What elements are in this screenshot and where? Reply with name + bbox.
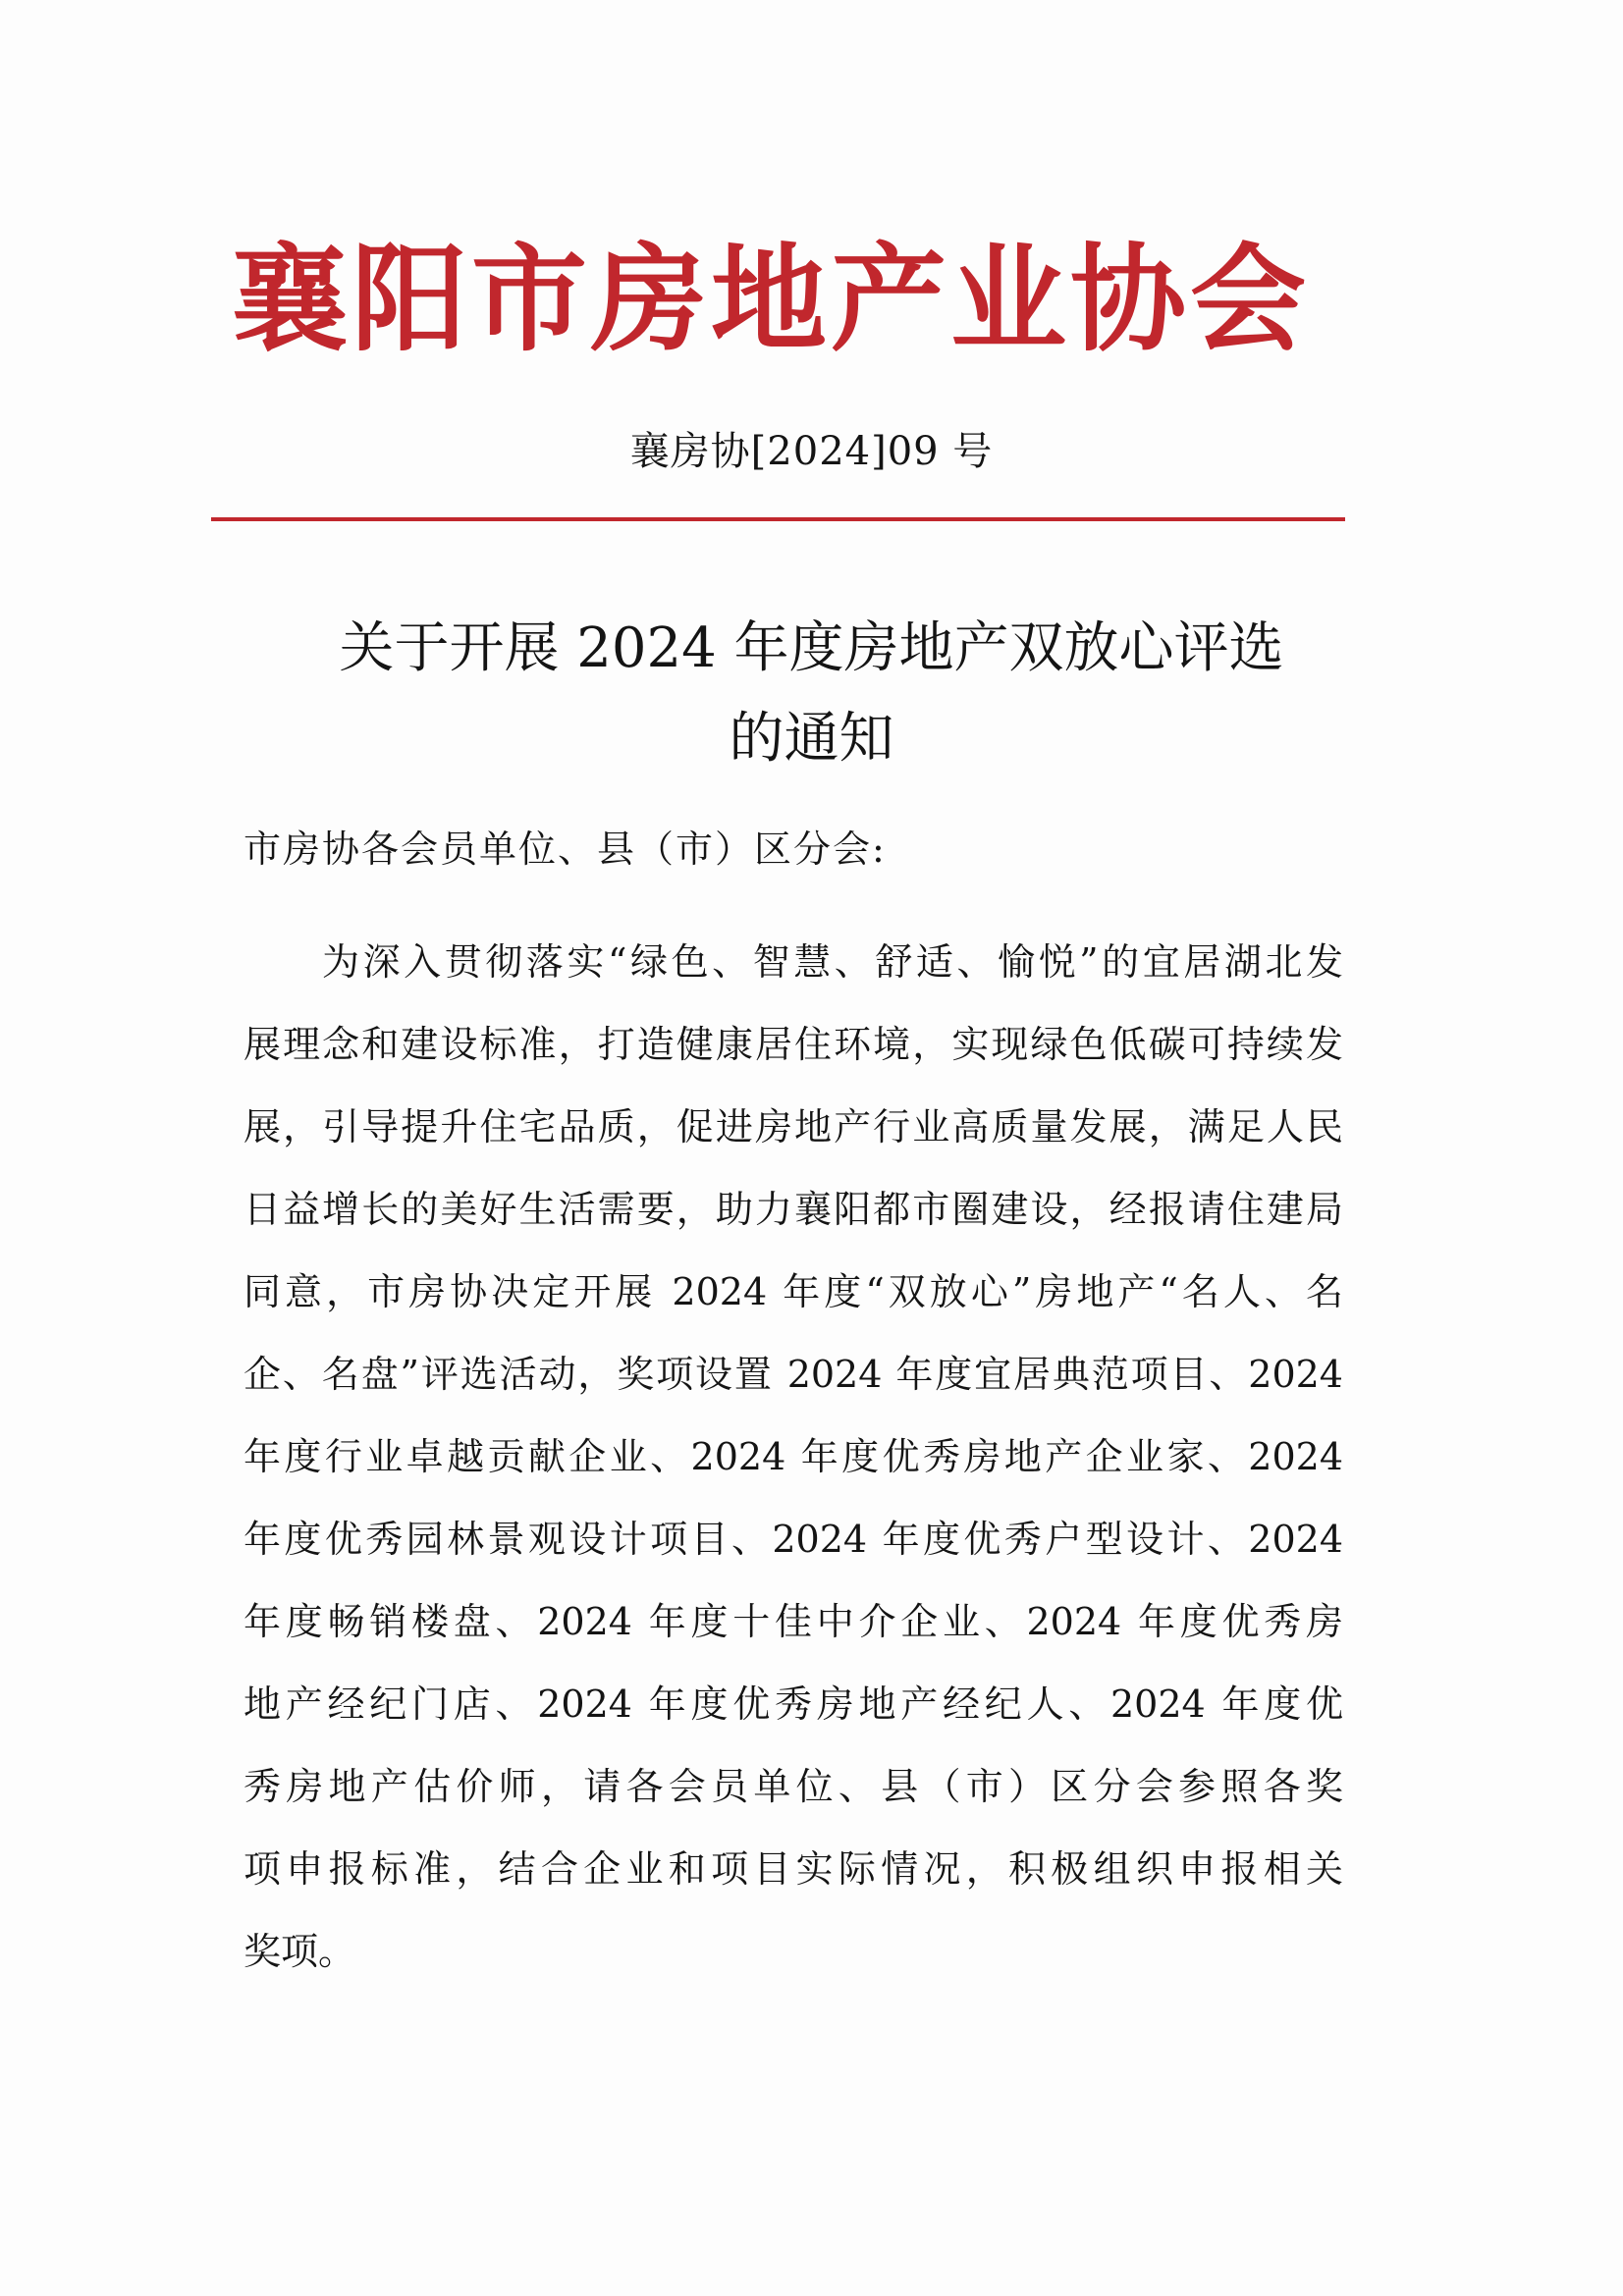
- body-line: 地产经纪门店、2024 年度优秀房地产经纪人、2024 年度优: [243, 1682, 1343, 1726]
- body-line: 年度行业卓越贡献企业、2024 年度优秀房地产企业家、2024: [243, 1435, 1343, 1478]
- body-line: 日益增长的美好生活需要，助力襄阳都市圈建设，经报请住建局: [243, 1188, 1343, 1231]
- red-divider-line: [211, 517, 1345, 521]
- body-line: 展，引导提升住宅品质，促进房地产行业高质量发展，满足人民: [243, 1105, 1343, 1148]
- body-line: 秀房地产估价师，请各会员单位、县（市）区分会参照各奖: [243, 1765, 1343, 1808]
- organization-header: 襄阳市房地产业协会: [231, 231, 1310, 367]
- notice-title-line-2: 的通知: [729, 707, 894, 771]
- notice-body: [243, 921, 1343, 1993]
- body-line: 年度畅销楼盘、2024 年度十佳中介企业、2024 年度优秀房: [243, 1600, 1343, 1643]
- document-number: 襄房协[2024]09 号: [629, 429, 994, 474]
- body-line: 企、名盘”评选活动，奖项设置 2024 年度宜居典范项目、2024: [243, 1353, 1343, 1396]
- body-line: 项申报标准，结合企业和项目实际情况，积极组织申报相关: [243, 1847, 1343, 1891]
- body-line: 年度优秀园林景观设计项目、2024 年度优秀户型设计、2024: [243, 1518, 1343, 1561]
- salutation: 市房协各会员单位、县（市）区分会:: [243, 828, 887, 871]
- notice-title-line-1: 关于开展 2024 年度房地产双放心评选: [339, 616, 1284, 680]
- body-line: 展理念和建设标准，打造健康居住环境，实现绿色低碳可持续发: [243, 1023, 1343, 1066]
- body-line: 为深入贯彻落实“绿色、智慧、舒适、愉悦”的宜居湖北发: [322, 940, 1343, 984]
- notice-title: [0, 604, 1623, 784]
- body-line: 奖项。: [243, 1930, 356, 1973]
- body-line: 同意，市房协决定开展 2024 年度“双放心”房地产“名人、名: [243, 1270, 1343, 1313]
